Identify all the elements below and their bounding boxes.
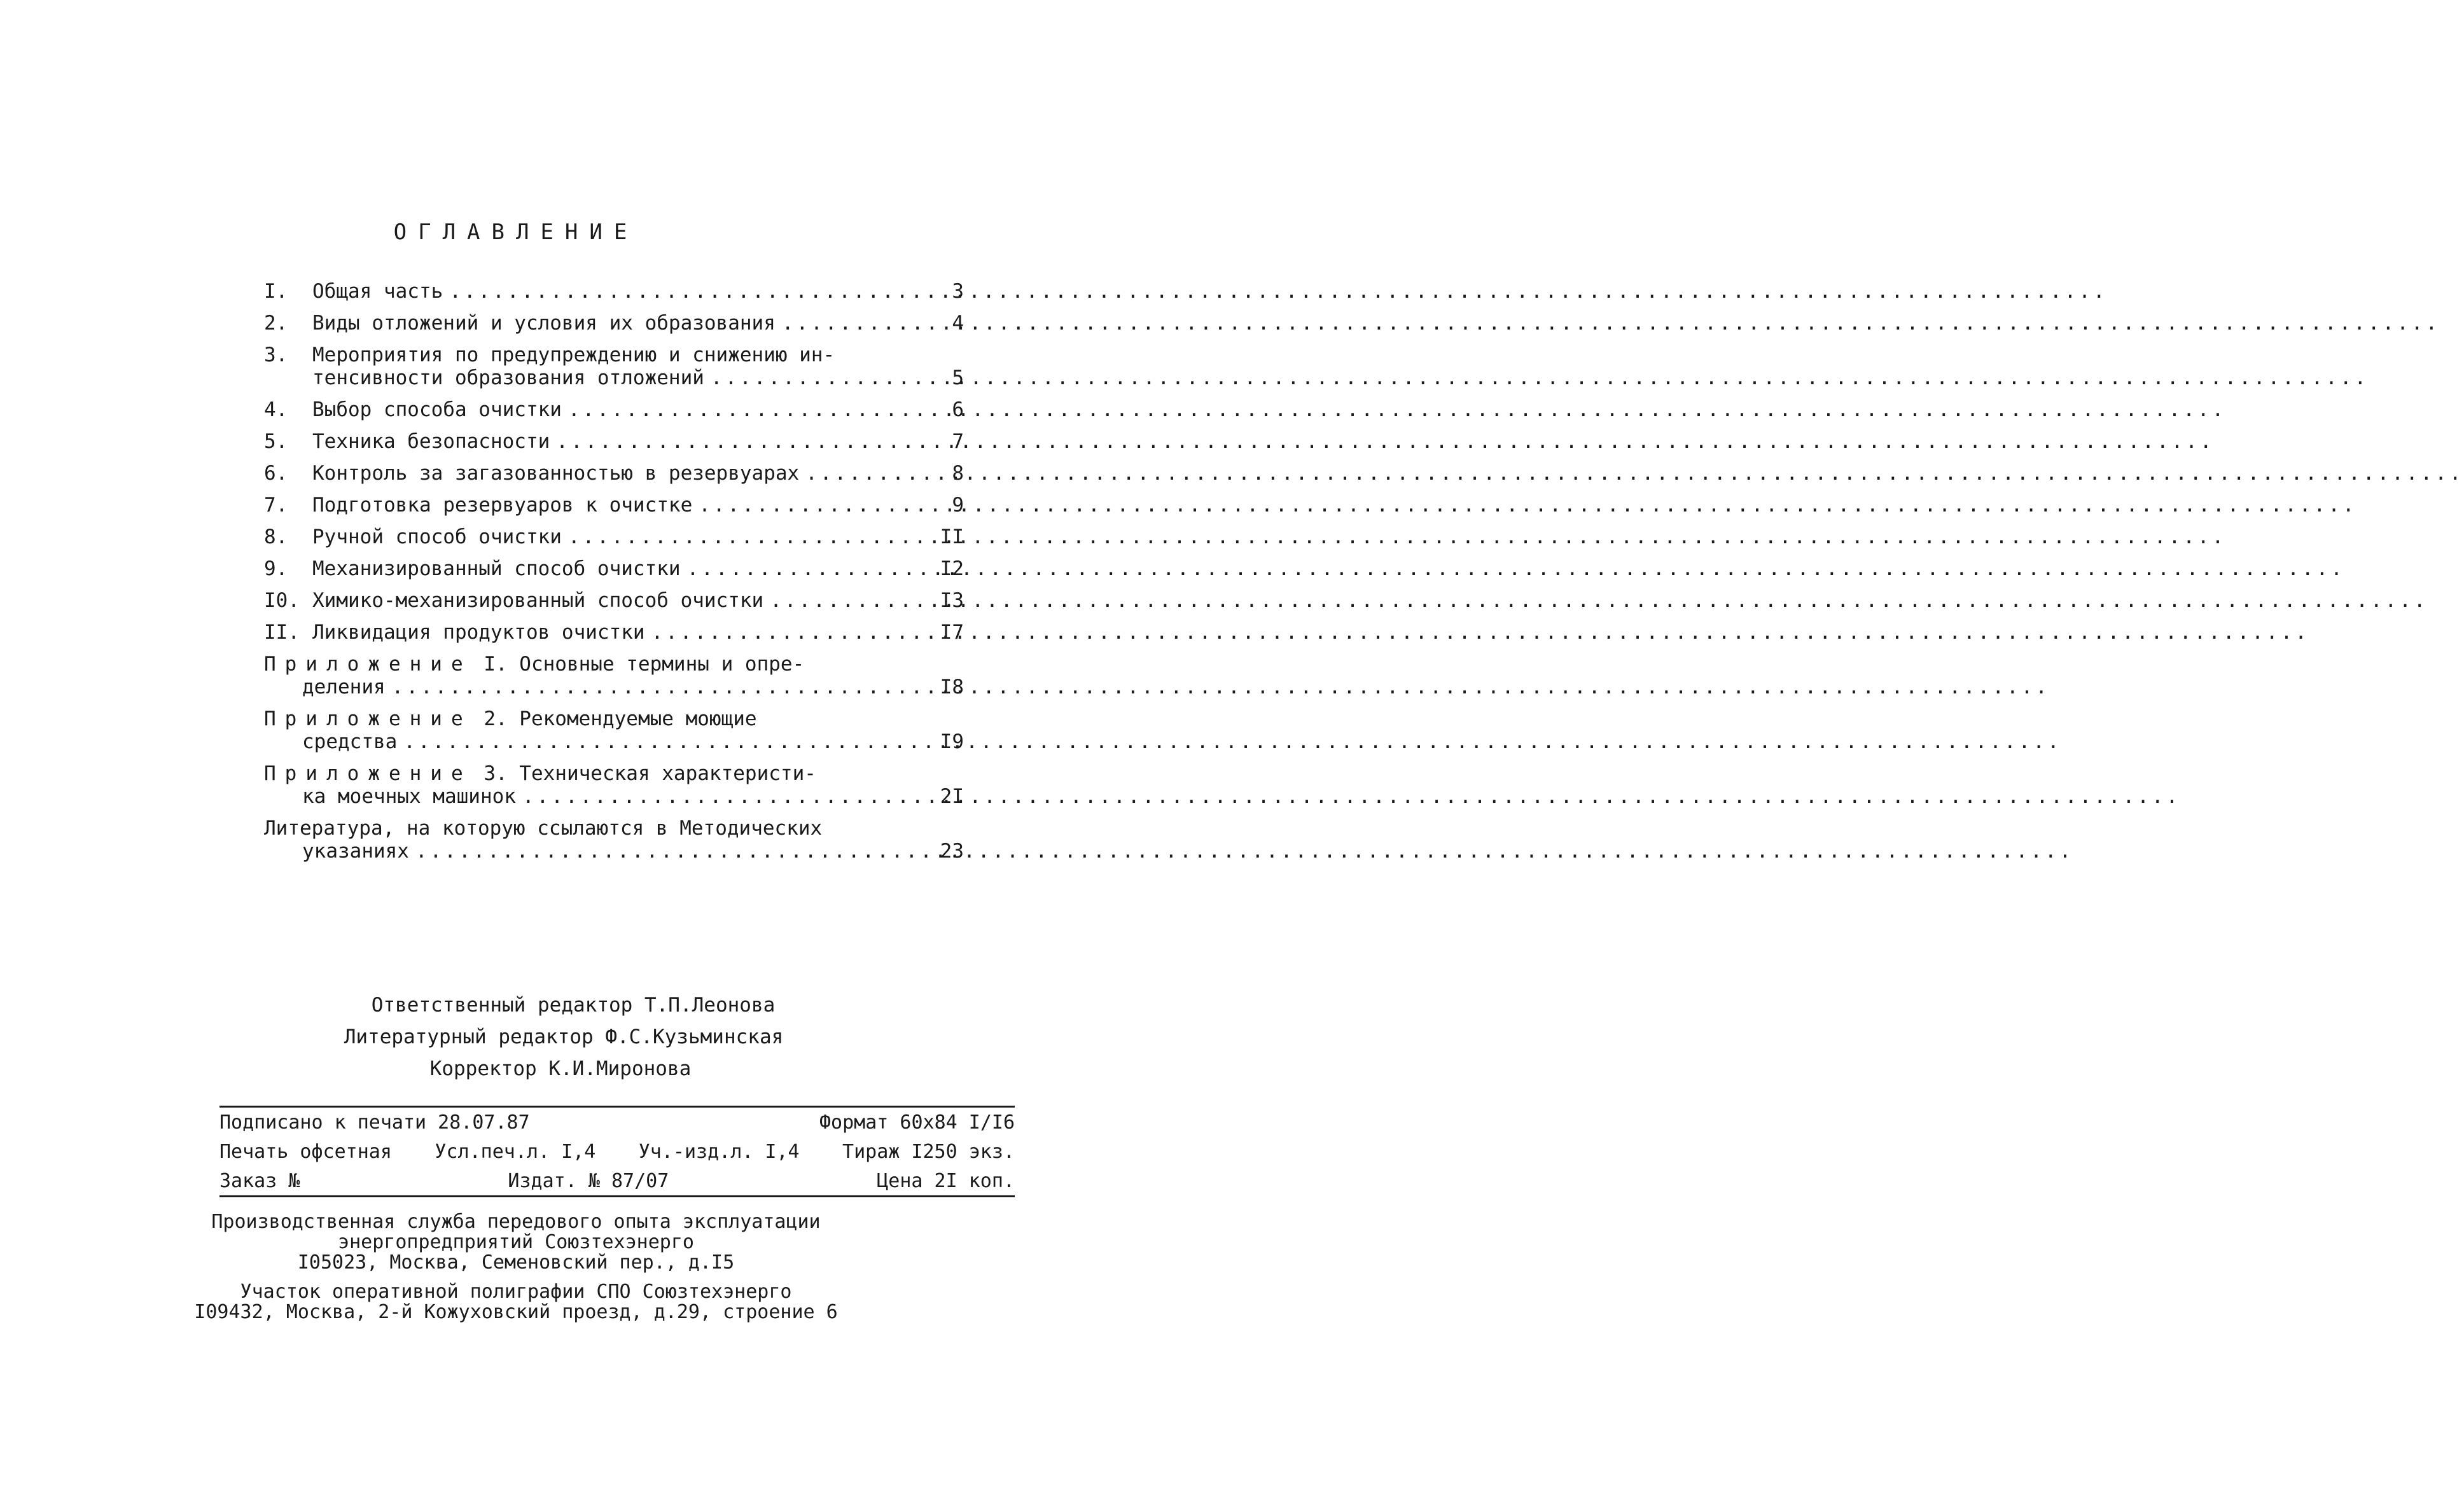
printing-office-address: I09432, Москва, 2-й Кожуховский проезд, д.29, строение 6 <box>194 1301 838 1323</box>
toc-entry[interactable] <box>264 494 964 517</box>
imprint-row <box>219 1166 1015 1197</box>
toc-entry-number: 7. <box>264 494 288 517</box>
toc-entry-number: 4. <box>264 398 288 421</box>
toc-entry-page: 9 <box>952 494 964 517</box>
appendix-label: Приложение <box>264 653 472 676</box>
toc-entry-page: 6 <box>952 398 964 421</box>
toc-entry-page: 23 <box>940 840 964 863</box>
toc-entry-number: 3. <box>264 344 288 366</box>
literary-editor: Литературный редактор Ф.С.Кузьминская <box>344 1026 784 1048</box>
corrector: Корректор К.И.Миронова <box>429 1057 692 1080</box>
order-number: Заказ № <box>219 1169 300 1192</box>
literature-title-continued: указаниях <box>302 840 409 863</box>
toc-leader-dots <box>403 730 2061 753</box>
appendix-title: I. Основные термины и опре- <box>484 653 805 676</box>
publishing-sheets: Уч.-изд.л. I,4 <box>638 1140 800 1163</box>
publisher-line: энергопредприятий Союзтехэнерго <box>338 1231 694 1253</box>
toc-entry-title-continued: тенсивности образования отложений <box>312 366 704 389</box>
toc-entry-title: Выбор способа очистки <box>312 398 562 421</box>
toc-leader-dots <box>449 280 2107 303</box>
edition-number: Издат. № 87/07 <box>508 1169 669 1192</box>
toc-leader-dots <box>392 676 2050 699</box>
toc-entry-title: Ликвидация продуктов очистки <box>312 621 645 644</box>
toc-entry-page: 4 <box>952 312 964 335</box>
toc-entry-page: 8 <box>952 462 964 485</box>
toc-entry-title: Общая часть <box>312 280 443 303</box>
appendix-label: Приложение <box>264 707 472 730</box>
toc-leader-dots <box>651 621 2309 644</box>
imprint-row <box>219 1137 1015 1166</box>
toc-entry-page: 7 <box>952 430 964 453</box>
toc-entry[interactable] <box>264 589 964 612</box>
imprint-row <box>219 1108 1015 1137</box>
toc-entry[interactable] <box>264 344 964 389</box>
paper-format: Формат 60х84 I/I6 <box>819 1111 1015 1134</box>
toc-entry[interactable] <box>264 430 964 453</box>
literature-title: Литература, на которую ссылаются в Методических <box>264 817 823 840</box>
appendix-title-continued: ка моечных машинок <box>302 785 516 808</box>
toc-entry-title: Мероприятия по предупреждению и снижению ин- <box>312 344 835 366</box>
toc-entry[interactable] <box>264 557 964 580</box>
printing-office: Участок оперативной полиграфии СПО Союзтехэнерго <box>240 1281 792 1303</box>
toc-entry[interactable] <box>264 525 964 548</box>
print-method: Печать офсетная <box>219 1140 392 1163</box>
appendix-label: Приложение <box>264 762 472 785</box>
toc-entry-page: I9 <box>940 730 964 753</box>
toc-appendix-entry[interactable] <box>264 653 964 699</box>
print-run: Тираж I250 экз. <box>842 1140 1015 1163</box>
toc-entry-number: 9. <box>264 557 288 580</box>
table-of-contents <box>264 280 964 872</box>
toc-leader-dots <box>568 398 2226 421</box>
toc-entry-number: 2. <box>264 312 288 335</box>
toc-entry-title: Виды отложений и условия их образования <box>312 312 776 335</box>
toc-entry-page: I2 <box>940 557 964 580</box>
appendix-title-continued: средства <box>302 730 398 753</box>
toc-entry-number: 8. <box>264 525 288 548</box>
toc-entry-number: I0. <box>264 589 300 612</box>
toc-leader-dots <box>770 589 2428 612</box>
toc-entry-number: I. <box>264 280 288 303</box>
toc-leader-dots <box>568 525 2226 548</box>
toc-entry-title: Химико-механизированный способ очистки <box>312 589 764 612</box>
signed-to-print: Подписано к печати 28.07.87 <box>219 1111 530 1134</box>
toc-entry[interactable] <box>264 621 964 644</box>
appendix-title: 2. Рекомендуемые моющие <box>484 707 757 730</box>
toc-entry-title: Подготовка резервуаров к очистке <box>312 494 693 517</box>
publisher-line: Производственная служба передового опыта эксплуатации <box>211 1211 821 1233</box>
toc-entry-page: I8 <box>940 676 964 699</box>
toc-entry-title: Механизированный способ очистки <box>312 557 681 580</box>
responsible-editor: Ответственный редактор Т.П.Леонова <box>371 994 776 1017</box>
toc-entry[interactable] <box>264 398 964 421</box>
toc-entry-page: II <box>940 525 964 548</box>
toc-entry-page: I3 <box>940 589 964 612</box>
editorial-credits <box>0 989 1032 1085</box>
toc-entry-title: Ручной способ очистки <box>312 525 562 548</box>
toc-entry-title: Техника безопасности <box>312 430 550 453</box>
toc-entry[interactable] <box>264 312 964 335</box>
toc-entry-page: 3 <box>952 280 964 303</box>
imprint-block <box>219 1106 1015 1197</box>
publisher-address: I05023, Москва, Семеновский пер., д.I5 <box>297 1251 735 1274</box>
toc-entry-page: 5 <box>952 366 964 389</box>
toc-entry-page: I7 <box>940 621 964 644</box>
toc-entry-number: II. <box>264 621 300 644</box>
toc-entry-number: 6. <box>264 462 288 485</box>
price: Цена 2I коп. <box>877 1169 1015 1192</box>
toc-leader-dots <box>522 785 2180 808</box>
toc-entry[interactable] <box>264 462 964 485</box>
appendix-title: 3. Техническая характеристи- <box>484 762 816 785</box>
toc-literature-entry[interactable] <box>264 817 964 863</box>
toc-entry-title: Контроль за загазованностью в резервуарах <box>312 462 800 485</box>
toc-entry-page: 2I <box>940 785 964 808</box>
toc-appendix-entry[interactable] <box>264 762 964 808</box>
toc-title: ОГЛАВЛЕНИЕ <box>393 219 639 245</box>
toc-entry[interactable] <box>264 280 964 303</box>
toc-leader-dots <box>782 312 2440 335</box>
toc-entry-number: 5. <box>264 430 288 453</box>
toc-leader-dots <box>415 840 2073 863</box>
toc-leader-dots <box>556 430 2214 453</box>
appendix-title-continued: деления <box>302 676 386 699</box>
publisher-info <box>0 1212 1032 1323</box>
toc-leader-dots <box>805 462 2463 485</box>
toc-appendix-entry[interactable] <box>264 707 964 753</box>
conventional-sheets: Усл.печ.л. I,4 <box>435 1140 596 1163</box>
